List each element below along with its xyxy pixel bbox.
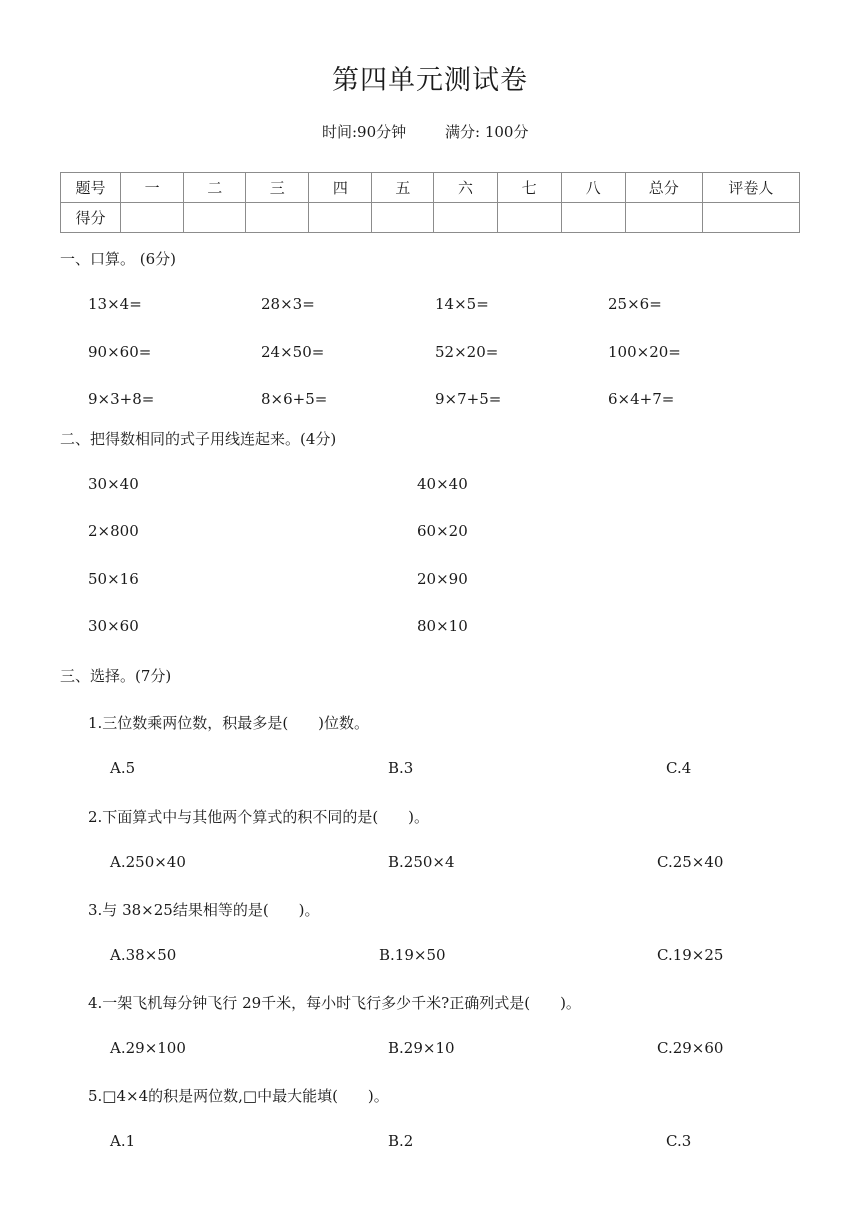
full-score: 满分: 100分 bbox=[445, 123, 529, 141]
option-c[interactable]: C.25×40 bbox=[657, 853, 724, 871]
header-cell: 一 bbox=[121, 173, 184, 203]
header-cell: 四 bbox=[309, 173, 372, 203]
section2-heading: 二、把得数相同的式子用线连起来。(4分) bbox=[60, 430, 337, 448]
option-a[interactable]: A.1 bbox=[110, 1132, 136, 1150]
score-table-score-row bbox=[61, 203, 800, 233]
score-cell[interactable] bbox=[184, 203, 246, 233]
header-cell: 八 bbox=[561, 173, 625, 203]
option-a[interactable]: A.250×40 bbox=[110, 853, 186, 871]
score-table-header-row bbox=[61, 173, 800, 203]
section3-heading: 三、选择。(7分) bbox=[60, 667, 172, 685]
match-left-item[interactable]: 30×40 bbox=[88, 475, 139, 493]
score-cell[interactable] bbox=[625, 203, 702, 233]
option-a[interactable]: A.5 bbox=[110, 759, 136, 777]
score-cell[interactable] bbox=[561, 203, 625, 233]
option-c[interactable]: C.19×25 bbox=[657, 946, 724, 964]
score-cell[interactable] bbox=[434, 203, 497, 233]
question-stem: 5.□4×4的积是两位数,□中最大能填( )。 bbox=[88, 1087, 389, 1105]
header-cell: 五 bbox=[372, 173, 434, 203]
option-a[interactable]: A.38×50 bbox=[110, 946, 177, 964]
header-cell: 七 bbox=[497, 173, 561, 203]
mental-math-item: 8×6+5= bbox=[261, 390, 328, 408]
score-table bbox=[60, 172, 800, 233]
mental-math-item: 6×4+7= bbox=[608, 390, 675, 408]
option-b[interactable]: B.29×10 bbox=[388, 1039, 455, 1057]
option-c[interactable]: C.4 bbox=[666, 759, 692, 777]
option-c[interactable]: C.3 bbox=[666, 1132, 692, 1150]
score-cell[interactable] bbox=[497, 203, 561, 233]
header-cell: 六 bbox=[434, 173, 497, 203]
header-cell: 题号 bbox=[61, 173, 121, 203]
option-a[interactable]: A.29×100 bbox=[110, 1039, 186, 1057]
mental-math-item: 24×50= bbox=[261, 343, 325, 361]
mental-math-item: 9×3+8= bbox=[88, 390, 155, 408]
score-cell[interactable] bbox=[372, 203, 434, 233]
score-cell[interactable] bbox=[121, 203, 184, 233]
mental-math-item: 14×5= bbox=[435, 295, 489, 313]
mental-math-item: 28×3= bbox=[261, 295, 315, 313]
mental-math-item: 100×20= bbox=[608, 343, 681, 361]
option-b[interactable]: B.19×50 bbox=[379, 946, 446, 964]
mental-math-item: 90×60= bbox=[88, 343, 152, 361]
header-cell: 评卷人 bbox=[702, 173, 799, 203]
match-left-item[interactable]: 30×60 bbox=[88, 617, 139, 635]
match-right-item[interactable]: 60×20 bbox=[417, 522, 468, 540]
match-right-item[interactable]: 20×90 bbox=[417, 570, 468, 588]
match-left-item[interactable]: 50×16 bbox=[88, 570, 139, 588]
mental-math-item: 13×4= bbox=[88, 295, 142, 313]
exam-time: 时间:90分钟 bbox=[322, 123, 407, 141]
question-stem: 3.与 38×25结果相等的是( )。 bbox=[88, 901, 320, 919]
option-b[interactable]: B.3 bbox=[388, 759, 414, 777]
question-stem: 4.一架飞机每分钟飞行 29千米，每小时飞行多少千米?正确列式是( )。 bbox=[88, 994, 581, 1012]
match-right-item[interactable]: 80×10 bbox=[417, 617, 468, 635]
mental-math-item: 25×6= bbox=[608, 295, 662, 313]
question-stem: 1.三位数乘两位数，积最多是( )位数。 bbox=[88, 714, 370, 732]
section1-heading: 一、口算。 (6分) bbox=[60, 250, 177, 268]
header-cell: 总分 bbox=[625, 173, 702, 203]
option-c[interactable]: C.29×60 bbox=[657, 1039, 724, 1057]
option-b[interactable]: B.250×4 bbox=[388, 853, 455, 871]
page-title: 第四单元测试卷 bbox=[332, 65, 528, 96]
match-right-item[interactable]: 40×40 bbox=[417, 475, 468, 493]
score-cell[interactable] bbox=[309, 203, 372, 233]
option-b[interactable]: B.2 bbox=[388, 1132, 414, 1150]
header-cell: 三 bbox=[246, 173, 309, 203]
match-left-item[interactable]: 2×800 bbox=[88, 522, 139, 540]
question-stem: 2.下面算式中与其他两个算式的积不同的是( )。 bbox=[88, 808, 430, 826]
mental-math-item: 52×20= bbox=[435, 343, 499, 361]
score-cell[interactable] bbox=[246, 203, 309, 233]
header-cell: 二 bbox=[184, 173, 246, 203]
score-cell[interactable] bbox=[702, 203, 799, 233]
score-label-cell: 得分 bbox=[61, 203, 121, 233]
mental-math-item: 9×7+5= bbox=[435, 390, 502, 408]
